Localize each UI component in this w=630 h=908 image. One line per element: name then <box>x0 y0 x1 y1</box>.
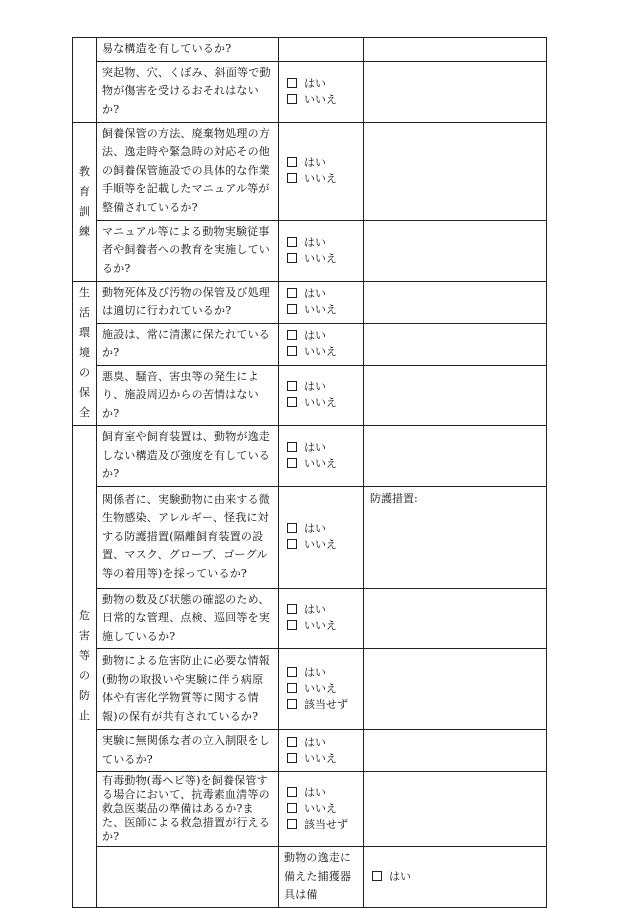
question-cell: 飼育室や飼育装置は、動物が逸走しない構造及び強度を有しているか? <box>97 426 279 487</box>
table-row <box>73 772 547 847</box>
checkbox-icon[interactable] <box>287 753 297 763</box>
checkbox-icon[interactable] <box>287 803 297 813</box>
answer-cell <box>279 588 364 649</box>
checkbox-option-yes[interactable]: はい <box>372 869 546 885</box>
answer-cell <box>279 61 364 122</box>
checkbox-option-yes[interactable]: はい <box>287 440 363 456</box>
table-row <box>73 588 547 649</box>
answer-cell <box>279 365 364 426</box>
checkbox-icon[interactable] <box>287 173 297 183</box>
category-cell-empty <box>73 38 97 123</box>
checkbox-icon[interactable] <box>287 699 297 709</box>
checkbox-option-yes[interactable]: はい <box>287 235 363 251</box>
checkbox-icon[interactable] <box>287 381 297 391</box>
checkbox-option-no[interactable]: いいえ <box>287 801 363 817</box>
checkbox-option-no[interactable]: いいえ <box>287 456 363 472</box>
protective-measures-note[interactable]: 防護措置: <box>364 486 547 588</box>
checkbox-option-no[interactable]: いいえ <box>287 344 363 360</box>
table-row <box>73 61 547 122</box>
checkbox-icon[interactable] <box>287 346 297 356</box>
notes-cell[interactable] <box>364 61 547 122</box>
question-cell: 動物の数及び状態の確認のため、日常的な管理、点検、巡回等を実施しているか? <box>97 588 279 649</box>
checkbox-icon[interactable] <box>287 667 297 677</box>
category-cell-empty <box>97 847 279 908</box>
checkbox-icon[interactable] <box>287 523 297 533</box>
notes-cell[interactable] <box>364 426 547 487</box>
checkbox-option-yes[interactable]: はい <box>287 602 363 618</box>
checkbox-icon[interactable] <box>287 539 297 549</box>
checkbox-option-yes[interactable]: はい <box>287 76 363 92</box>
notes-cell[interactable] <box>364 122 547 220</box>
checkbox-icon[interactable] <box>287 737 297 747</box>
table-row <box>73 220 547 281</box>
notes-cell[interactable] <box>364 220 547 281</box>
checkbox-option-no[interactable]: いいえ <box>287 92 363 108</box>
notes-cell[interactable] <box>364 365 547 426</box>
checkbox-icon[interactable] <box>287 620 297 630</box>
question-cell: 飼養保管の方法、廃棄物処理の方法、逸走時や緊急時の対応その他の飼養保管施設での具体的な作業手順等を記載したマニュアル等が整備されているか? <box>97 122 279 220</box>
checkbox-option-no[interactable]: いいえ <box>287 618 363 634</box>
checkbox-option-no[interactable]: いいえ <box>287 537 363 553</box>
checkbox-icon[interactable] <box>287 304 297 314</box>
answer-cell <box>279 772 364 847</box>
answer-cell <box>279 281 364 323</box>
answer-cell <box>279 122 364 220</box>
checkbox-icon[interactable] <box>287 397 297 407</box>
checklist-table <box>72 37 547 908</box>
question-cell: 突起物、穴、くぼみ、斜面等で動物が傷害を受けるおそれはないか? <box>97 61 279 122</box>
checkbox-icon[interactable] <box>287 94 297 104</box>
checkbox-option-yes[interactable]: はい <box>287 155 363 171</box>
notes-cell[interactable] <box>364 588 547 649</box>
notes-cell[interactable] <box>364 323 547 365</box>
checkbox-icon[interactable] <box>287 819 297 829</box>
answer-cell <box>279 649 364 730</box>
answer-cell <box>279 323 364 365</box>
checkbox-icon[interactable] <box>372 871 382 881</box>
checkbox-icon[interactable] <box>287 253 297 263</box>
checkbox-icon[interactable] <box>287 157 297 167</box>
checkbox-icon[interactable] <box>287 288 297 298</box>
checkbox-icon[interactable] <box>287 330 297 340</box>
checkbox-option-no[interactable]: いいえ <box>287 302 363 318</box>
notes-cell[interactable] <box>364 772 547 847</box>
answer-cell <box>279 220 364 281</box>
question-cell: 易な構造を有しているか? <box>97 38 279 62</box>
question-cell: 悪臭、騒音、害虫等の発生により、施設周辺からの苦情はないか? <box>97 365 279 426</box>
notes-cell[interactable] <box>364 649 547 730</box>
question-cell: 動物死体及び汚物の保管及び処理は適切に行われているか? <box>97 281 279 323</box>
table-row <box>73 281 547 323</box>
table-row <box>73 38 547 62</box>
checkbox-option-yes[interactable]: はい <box>287 785 363 801</box>
table-row <box>73 323 547 365</box>
table-row <box>73 122 547 220</box>
table-row <box>73 730 547 772</box>
checkbox-icon[interactable] <box>287 78 297 88</box>
checkbox-option-no[interactable]: いいえ <box>287 171 363 187</box>
checkbox-option-no[interactable]: いいえ <box>287 681 363 697</box>
checkbox-icon[interactable] <box>287 787 297 797</box>
category-hazard-prevention: 危 害 等 の 防 止 <box>73 426 97 908</box>
checkbox-icon[interactable] <box>287 683 297 693</box>
table-row <box>73 426 547 487</box>
notes-cell[interactable] <box>364 281 547 323</box>
checkbox-icon[interactable] <box>287 458 297 468</box>
question-cell: 施設は、常に清潔に保たれているか? <box>97 323 279 365</box>
answer-cell <box>279 730 364 772</box>
checkbox-option-no[interactable]: いいえ <box>287 751 363 767</box>
answer-cell <box>279 426 364 487</box>
question-cell: マニュアル等による動物実験従事者や飼養者への教育を実施しているか? <box>97 220 279 281</box>
checkbox-icon[interactable] <box>287 604 297 614</box>
answer-cell <box>364 847 547 908</box>
checkbox-option-not-applicable[interactable]: 該当せず <box>287 697 363 713</box>
checkbox-icon[interactable] <box>287 237 297 247</box>
checkbox-option-no[interactable]: いいえ <box>287 251 363 267</box>
question-cell: 動物による危害防止に必要な情報(動物の取扱いや実験に伴う病原体や有害化学物質等に関する情報)の保有が共有されているか? <box>97 649 279 730</box>
question-cell: 有毒動物(毒ヘビ等)を飼養保管する場合において、抗毒素血清等の救急医薬品の準備はあるか?また、医師による救急措置が行えるか? <box>97 772 279 847</box>
checkbox-option-yes[interactable]: はい <box>287 521 363 537</box>
table-row <box>73 486 547 588</box>
question-cell: 関係者に、実験動物に由来する微生物感染、アレルギー、怪我に対する防護措置(隔離飼育装置の設置、マスク、グローブ、ゴーグル等の着用等)を採っているか? <box>97 486 279 588</box>
checkbox-option-yes[interactable]: はい <box>287 665 363 681</box>
notes-cell[interactable] <box>364 38 547 62</box>
checkbox-icon[interactable] <box>287 442 297 452</box>
table-row <box>73 649 547 730</box>
question-cell: 実験に無関係な者の立入制限をしているか? <box>97 730 279 772</box>
checkbox-option-not-applicable[interactable]: 該当せず <box>287 817 363 833</box>
table-row <box>73 847 547 908</box>
category-education: 教 育 訓 練 <box>73 122 97 281</box>
checkbox-option-yes[interactable]: はい <box>287 286 363 302</box>
answer-cell <box>279 486 364 588</box>
checkbox-option-yes[interactable]: はい <box>287 379 363 395</box>
answer-cell <box>279 38 364 62</box>
notes-cell[interactable] <box>364 730 547 772</box>
checkbox-option-no[interactable]: いいえ <box>287 395 363 411</box>
table-row <box>73 365 547 426</box>
checkbox-option-yes[interactable]: はい <box>287 328 363 344</box>
question-cell: 動物の逸走に備えた捕獲器具は備 <box>279 847 364 908</box>
checkbox-option-yes[interactable]: はい <box>287 735 363 751</box>
category-environment: 生 活 環 境 の 保 全 <box>73 281 97 426</box>
